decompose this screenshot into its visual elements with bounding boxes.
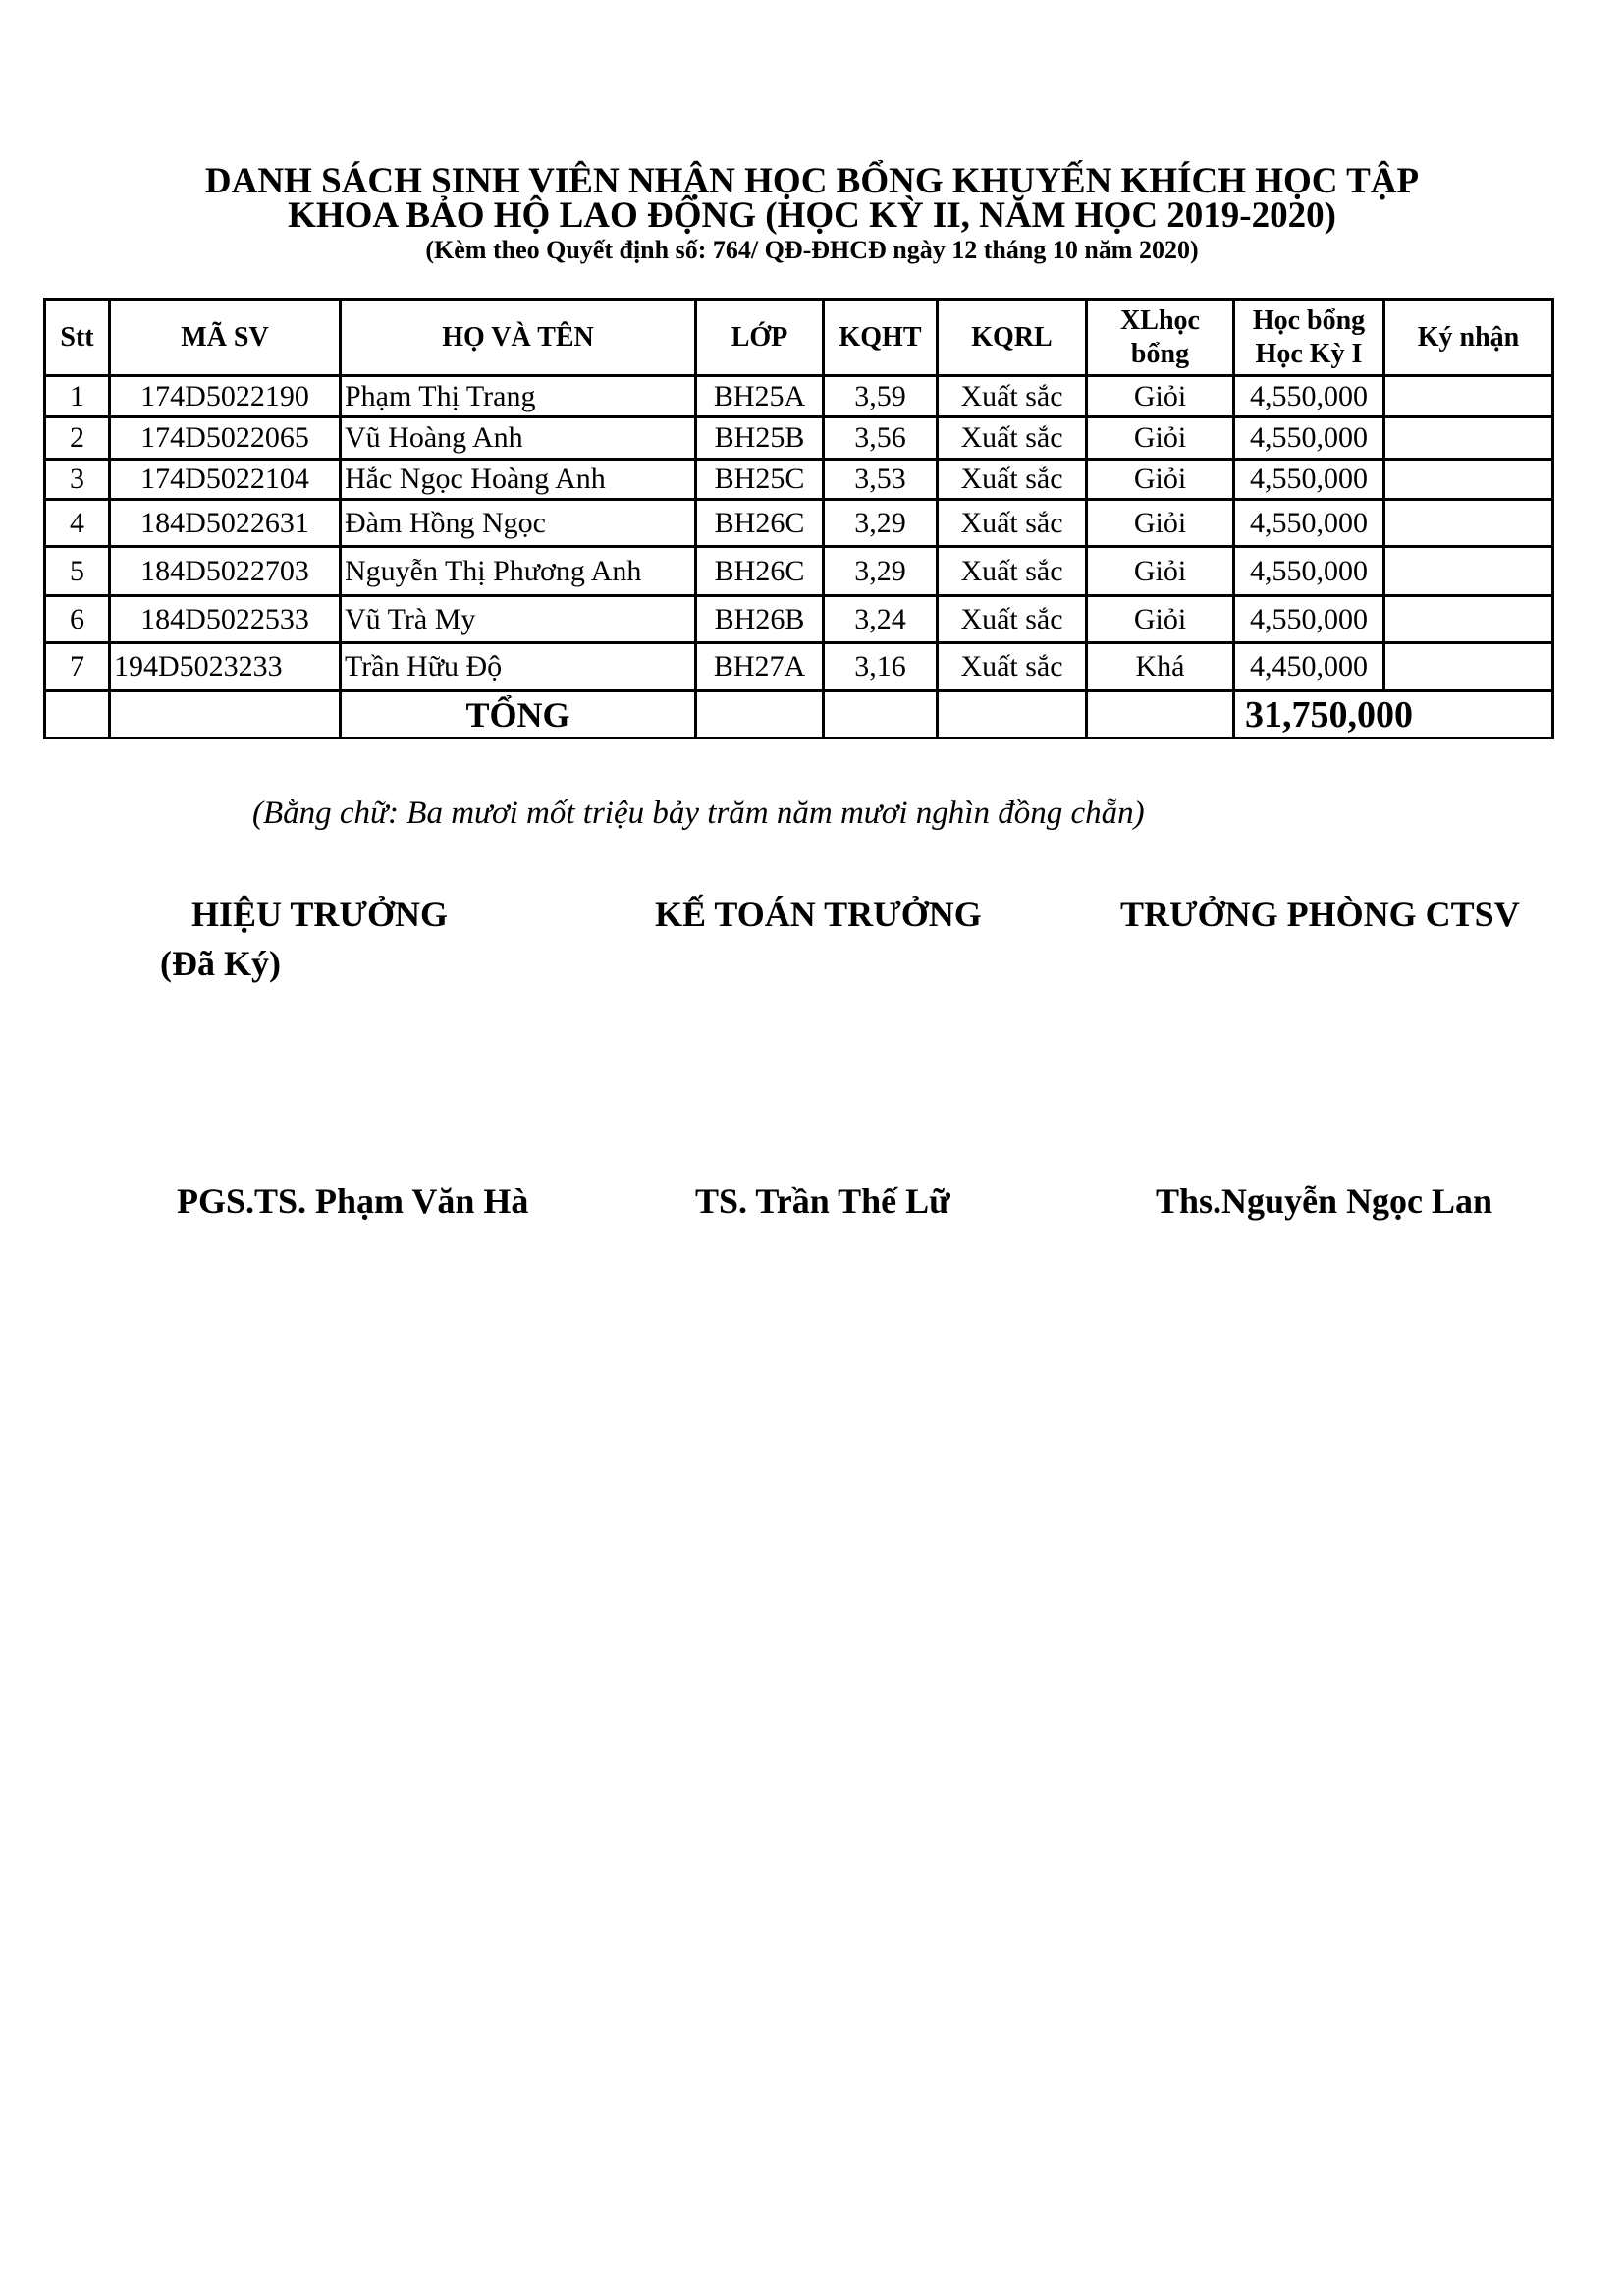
table-row: [45, 376, 1553, 417]
cell-stt: 7: [45, 643, 110, 691]
cell-hoc-bong: 4,550,000: [1234, 460, 1384, 500]
cell-ho-ten: Nguyễn Thị Phương Anh: [341, 547, 696, 596]
cell-stt: 3: [45, 460, 110, 500]
cell-ma-sv: 184D5022631: [110, 500, 341, 547]
total-empty-cell: [110, 691, 341, 738]
signature-name-chief-accountant: TS. Trần Thế Lữ: [695, 1181, 950, 1221]
cell-ma-sv: 194D5023233: [110, 643, 341, 691]
cell-lop: BH27A: [696, 643, 824, 691]
header-kqrl: KQRL: [938, 300, 1087, 376]
cell-kqrl: Xuất sắc: [938, 500, 1087, 547]
header-kqht: KQHT: [824, 300, 938, 376]
cell-xl: Giỏi: [1087, 376, 1234, 417]
cell-stt: 6: [45, 596, 110, 643]
cell-ho-ten: Hắc Ngọc Hoàng Anh: [341, 460, 696, 500]
table-row: [45, 547, 1553, 596]
cell-kqht: 3,56: [824, 417, 938, 460]
cell-kqrl: Xuất sắc: [938, 376, 1087, 417]
cell-lop: BH26C: [696, 547, 824, 596]
cell-xl: Giỏi: [1087, 460, 1234, 500]
cell-lop: BH25C: [696, 460, 824, 500]
cell-stt: 2: [45, 417, 110, 460]
cell-stt: 4: [45, 500, 110, 547]
cell-ho-ten: Đàm Hồng Ngọc: [341, 500, 696, 547]
signature-note-signed: (Đã Ký): [160, 944, 281, 983]
signature-title-principal: HIỆU TRƯỞNG: [191, 895, 449, 934]
table-row: [45, 643, 1553, 691]
total-value: 31,750,000: [1234, 691, 1553, 738]
header-hoc-bong: [1234, 300, 1384, 376]
cell-ma-sv: 184D5022703: [110, 547, 341, 596]
total-empty-cell: [1087, 691, 1234, 738]
total-empty-cell: [696, 691, 824, 738]
cell-ho-ten: Trần Hữu Độ: [341, 643, 696, 691]
header-ma-sv: MÃ SV: [110, 300, 341, 376]
cell-kqht: 3,16: [824, 643, 938, 691]
document-subtitle: (Kèm theo Quyết định số: 764/ QĐ-ĐHCĐ ngày 12 tháng 10 năm 2020): [425, 236, 1199, 264]
header-hb-line-1: Học bổng: [1252, 304, 1366, 336]
cell-xl: Giỏi: [1087, 417, 1234, 460]
signature-name-head-student-affairs: Ths.Nguyễn Ngọc Lan: [1156, 1181, 1493, 1221]
document-title-line-1: DANH SÁCH SINH VIÊN NHẬN HỌC BỔNG KHUYẾN KHÍCH HỌC TẬP: [204, 161, 1420, 201]
cell-ma-sv: 174D5022104: [110, 460, 341, 500]
cell-hoc-bong: 4,550,000: [1234, 417, 1384, 460]
cell-lop: BH25B: [696, 417, 824, 460]
cell-hoc-bong: 4,550,000: [1234, 596, 1384, 643]
cell-hoc-bong: 4,550,000: [1234, 376, 1384, 417]
cell-kqht: 3,24: [824, 596, 938, 643]
cell-kqrl: Xuất sắc: [938, 417, 1087, 460]
table-row: [45, 460, 1553, 500]
cell-kqrl: Xuất sắc: [938, 643, 1087, 691]
cell-ho-ten: Vũ Hoàng Anh: [341, 417, 696, 460]
cell-kqht: 3,53: [824, 460, 938, 500]
cell-hoc-bong: 4,550,000: [1234, 547, 1384, 596]
header-ky-nhan: Ký nhận: [1384, 300, 1553, 376]
total-label: TỔNG: [341, 691, 696, 738]
table-row: [45, 596, 1553, 643]
cell-lop: BH26B: [696, 596, 824, 643]
signature-title-head-student-affairs: TRƯỞNG PHÒNG CTSV: [1120, 895, 1520, 934]
cell-xl: Giỏi: [1087, 500, 1234, 547]
cell-lop: BH25A: [696, 376, 824, 417]
cell-kqrl: Xuất sắc: [938, 596, 1087, 643]
header-xl-hoc-bong: [1087, 300, 1234, 376]
cell-xl: Khá: [1087, 643, 1234, 691]
cell-ho-ten: Phạm Thị Trang: [341, 376, 696, 417]
table-header-row: [45, 300, 1553, 376]
header-ho-ten: HỌ VÀ TÊN: [341, 300, 696, 376]
cell-kqrl: Xuất sắc: [938, 460, 1087, 500]
cell-ky-nhan: [1384, 376, 1553, 417]
cell-stt: 1: [45, 376, 110, 417]
cell-ma-sv: 184D5022533: [110, 596, 341, 643]
total-empty-cell: [45, 691, 110, 738]
cell-ma-sv: 174D5022065: [110, 417, 341, 460]
cell-hoc-bong: 4,450,000: [1234, 643, 1384, 691]
cell-ho-ten: Vũ Trà My: [341, 596, 696, 643]
header-xl-line-2: bổng: [1130, 338, 1190, 369]
cell-ky-nhan: [1384, 500, 1553, 547]
header-xl-line-1: XLhọc: [1120, 304, 1200, 336]
cell-ky-nhan: [1384, 460, 1553, 500]
total-empty-cell: [938, 691, 1087, 738]
total-empty-cell: [824, 691, 938, 738]
cell-ky-nhan: [1384, 417, 1553, 460]
signature-name-principal: PGS.TS. Phạm Văn Hà: [177, 1181, 529, 1221]
cell-xl: Giỏi: [1087, 596, 1234, 643]
header-hb-line-2: Học Kỳ I: [1255, 338, 1363, 369]
table-row: [45, 500, 1553, 547]
cell-kqrl: Xuất sắc: [938, 547, 1087, 596]
cell-ky-nhan: [1384, 643, 1553, 691]
header-stt: Stt: [45, 300, 110, 376]
cell-ky-nhan: [1384, 596, 1553, 643]
cell-xl: Giỏi: [1087, 547, 1234, 596]
cell-lop: BH26C: [696, 500, 824, 547]
cell-kqht: 3,29: [824, 500, 938, 547]
signature-title-chief-accountant: KẾ TOÁN TRƯỞNG: [655, 895, 982, 934]
scholarship-table: [43, 298, 1554, 739]
total-row: [45, 691, 1553, 738]
amount-in-words: (Bằng chữ: Ba mươi mốt triệu bảy trăm năm mươi nghìn đồng chẵn): [252, 795, 1145, 831]
cell-kqht: 3,59: [824, 376, 938, 417]
table-row: [45, 417, 1553, 460]
header-lop: LỚP: [696, 300, 824, 376]
cell-stt: 5: [45, 547, 110, 596]
cell-ky-nhan: [1384, 547, 1553, 596]
document-title-line-2: KHOA BẢO HỘ LAO ĐỘNG (HỌC KỲ II, NĂM HỌC 2019-2020): [288, 195, 1336, 236]
cell-kqht: 3,29: [824, 547, 938, 596]
cell-hoc-bong: 4,550,000: [1234, 500, 1384, 547]
cell-ma-sv: 174D5022190: [110, 376, 341, 417]
